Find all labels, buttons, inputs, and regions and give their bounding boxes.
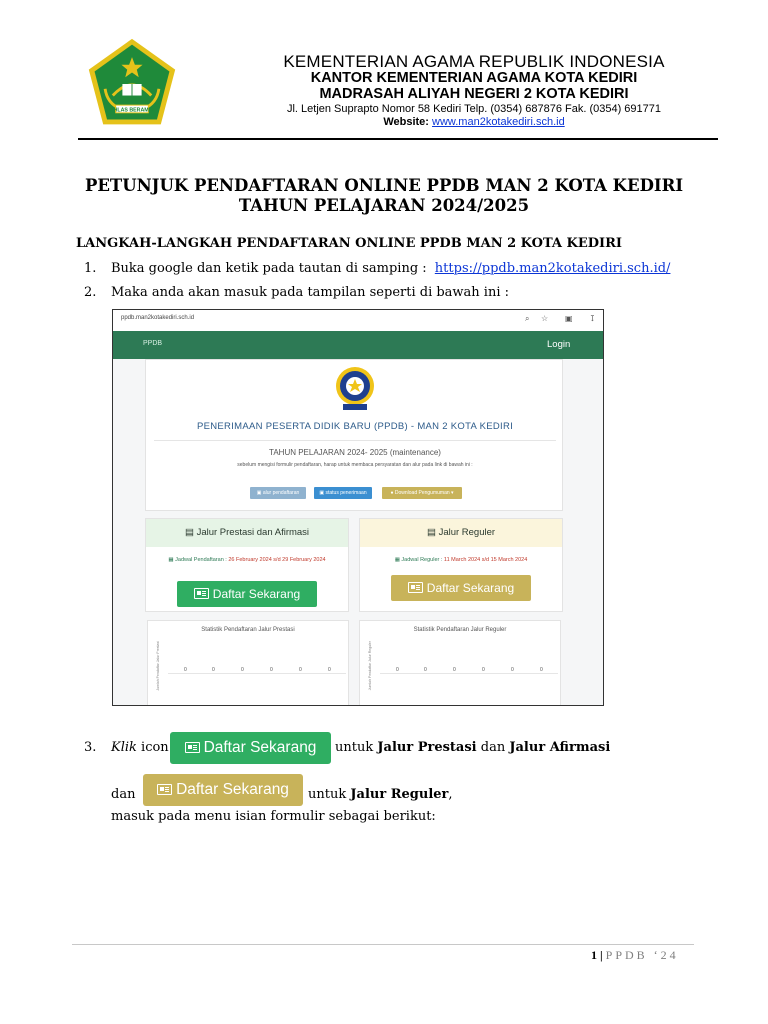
id-card-icon	[194, 588, 209, 599]
card-prestasi-schedule-label: Jadwal Pendaftaran :	[175, 557, 227, 563]
extension-icon: ▣	[565, 314, 573, 323]
card-reguler-daftar-button	[391, 575, 531, 601]
calendar-icon: ▦	[394, 557, 400, 563]
stat-reguler-title: Statistik Pendaftaran Jalur Reguler	[413, 627, 507, 633]
stat-reguler-axis: Jumlah Pendaftar Jalur Reguler	[368, 641, 372, 691]
stat-prestasi-axis: Jumlah Pendaftar Jalur Prestasi	[156, 641, 160, 691]
daftar-green-label: Daftar Sekarang	[203, 739, 317, 756]
stat-prestasi-panel	[147, 620, 349, 706]
stat-reguler-panel	[359, 620, 561, 706]
hero-year: TAHUN PELAJARAN 2024- 2025 (maintenance)	[269, 448, 441, 457]
ppdb-navbar	[113, 331, 603, 359]
step-3-lead	[111, 740, 169, 755]
stat-prestasi-value: 0	[212, 667, 215, 673]
browser-address-bar	[113, 310, 603, 332]
jalur-afirmasi-label: Jalur Afirmasi	[509, 740, 611, 755]
footer-label: PPDB ‘24	[605, 948, 679, 962]
card-reguler-schedule-label: Jadwal Reguler :	[401, 557, 443, 563]
zoom-icon: ⌕	[525, 314, 530, 323]
star-icon: ☆	[541, 314, 549, 323]
step-3-line3: masuk pada menu isian formulir sebagai berikut:	[111, 809, 436, 824]
download-pengumuman-button: ● Download Pengumuman ▾	[382, 487, 462, 499]
nav-login: Login	[547, 339, 571, 350]
stat-prestasi-gridline	[168, 673, 346, 674]
jalur-prestasi-label: Jalur Prestasi	[377, 740, 477, 755]
jalur-reguler-label: Jalur Reguler	[350, 787, 449, 802]
card-reguler-schedule-dates: 11 March 2024 s/d 15 March 2024	[443, 557, 528, 563]
footer-separator: |	[600, 948, 603, 962]
daftar-sekarang-gold-button[interactable]	[143, 774, 303, 806]
stat-reguler-gridline	[380, 673, 558, 674]
stat-reguler-value: 0	[424, 667, 427, 673]
card-reguler-button-label: Daftar Sekarang	[426, 581, 515, 595]
card-prestasi-title: Jalur Prestasi dan Afirmasi	[196, 527, 310, 538]
card-prestasi-header: ▤ Jalur Prestasi dan Afirmasi	[146, 519, 348, 547]
hero-panel	[145, 359, 563, 511]
daftar-gold-label: Daftar Sekarang	[176, 781, 289, 798]
card-prestasi-daftar-button	[177, 581, 317, 607]
calendar-icon: ▦	[168, 557, 174, 563]
daftar-sekarang-green-button[interactable]	[170, 732, 331, 764]
alur-pendaftaran-label: alur pendaftaran	[262, 490, 300, 496]
school-logo	[334, 364, 376, 412]
step-2-text: Maka anda akan masuk pada tampilan seperti di bawah ini :	[111, 285, 510, 300]
letterhead-school: MADRASAH ALIYAH NEGERI 2 KOTA KEDIRI	[319, 86, 629, 102]
step-1-number: 1.	[84, 261, 97, 276]
doc-subtitle: TAHUN PELAJARAN 2024/2025	[238, 196, 530, 215]
dan-word: dan	[480, 740, 506, 755]
kemenag-logo	[84, 36, 180, 132]
id-card-icon	[408, 582, 423, 593]
status-penerimaan-label: status penerimaan	[325, 490, 367, 496]
step-3-jalur-prestasi-afirmasi	[335, 740, 610, 755]
stat-prestasi-value: 0	[241, 667, 244, 673]
step-3-number: 3.	[84, 740, 97, 755]
step-1	[111, 261, 670, 276]
step-1-text: Buka google dan ketik pada tautan di samping :	[111, 261, 427, 276]
card-prestasi-schedule	[146, 557, 348, 564]
letterhead-office: KANTOR KEMENTERIAN AGAMA KOTA KEDIRI	[310, 70, 638, 86]
stat-reguler-value: 0	[511, 667, 514, 673]
step-2-number: 2.	[84, 285, 97, 300]
address-url: ppdb.man2kotakediri.sch.id	[121, 315, 195, 321]
stat-prestasi-value: 0	[328, 667, 331, 673]
letterhead-rule	[78, 138, 718, 140]
website-link[interactable]: www.man2kotakediri.sch.id	[432, 116, 565, 128]
svg-text:IKHLAS BERAMAL: IKHLAS BERAMAL	[108, 107, 156, 114]
icon-word: icon	[141, 740, 169, 755]
card-reguler-schedule	[360, 557, 562, 564]
step-3-jalur-reguler	[308, 787, 453, 802]
hero-divider	[154, 440, 556, 441]
download-icon: ↧	[589, 314, 596, 323]
letterhead-website	[244, 116, 704, 128]
status-penerimaan-button: ▣ status penerimaan	[314, 487, 372, 499]
stat-prestasi-value: 0	[184, 667, 187, 673]
id-card-icon	[157, 784, 172, 795]
stat-prestasi-title: Statistik Pendaftaran Jalur Prestasi	[201, 627, 295, 633]
card-prestasi-schedule-dates: 26 February 2024 s/d 29 February 2024	[228, 557, 326, 563]
doc-title: PETUNJUK PENDAFTARAN ONLINE PPDB MAN 2 KOTA KEDIRI	[84, 176, 684, 195]
ppdb-link[interactable]: https://ppdb.man2kotakediri.sch.id/	[434, 261, 671, 276]
alur-pendaftaran-button: ▣ alur pendaftaran	[250, 487, 306, 499]
footer-rule	[72, 944, 694, 945]
website-label: Website:	[383, 116, 429, 128]
card-prestasi-button-label: Daftar Sekarang	[212, 587, 301, 601]
stat-prestasi-value: 0	[299, 667, 302, 673]
stat-reguler-value: 0	[453, 667, 456, 673]
untuk-word: untuk	[308, 787, 347, 802]
page-footer	[591, 948, 679, 963]
page-number: 1	[591, 948, 597, 962]
card-prestasi	[145, 518, 349, 612]
ppdb-website-screenshot	[112, 309, 604, 706]
stat-reguler-value: 0	[396, 667, 399, 673]
stat-prestasi-value: 0	[270, 667, 273, 673]
nav-brand: PPDB	[143, 340, 163, 347]
stat-reguler-value: 0	[540, 667, 543, 673]
comma: ,	[448, 787, 453, 802]
section-heading: LANGKAH-LANGKAH PENDAFTARAN ONLINE PPDB MAN 2 KOTA KEDIRI	[76, 236, 622, 251]
id-card-icon	[185, 742, 200, 753]
step-3-dan: dan	[111, 787, 136, 802]
download-pengumuman-label: Download Pengumuman	[394, 490, 450, 496]
card-reguler-header: ▤ Jalur Reguler	[360, 519, 562, 547]
hero-note: sebelum mengisi formulir pendaftaran, harap untuk membaca persyaratan dan alur pada link di bawah ini :	[237, 462, 473, 468]
card-reguler-title: Jalur Reguler	[438, 527, 496, 538]
klik-word: Klik	[111, 740, 137, 755]
letterhead-ministry: KEMENTERIAN AGAMA REPUBLIK INDONESIA	[283, 52, 665, 71]
hero-title: PENERIMAAN PESERTA DIDIK BARU (PPDB) - MAN 2 KOTA KEDIRI	[196, 421, 514, 432]
letterhead-address: Jl. Letjen Suprapto Nomor 58 Kediri Telp. (0354) 687876 Fak. (0354) 691771	[286, 103, 662, 115]
card-reguler	[359, 518, 563, 612]
stat-reguler-value: 0	[482, 667, 485, 673]
untuk-word: untuk	[335, 740, 374, 755]
